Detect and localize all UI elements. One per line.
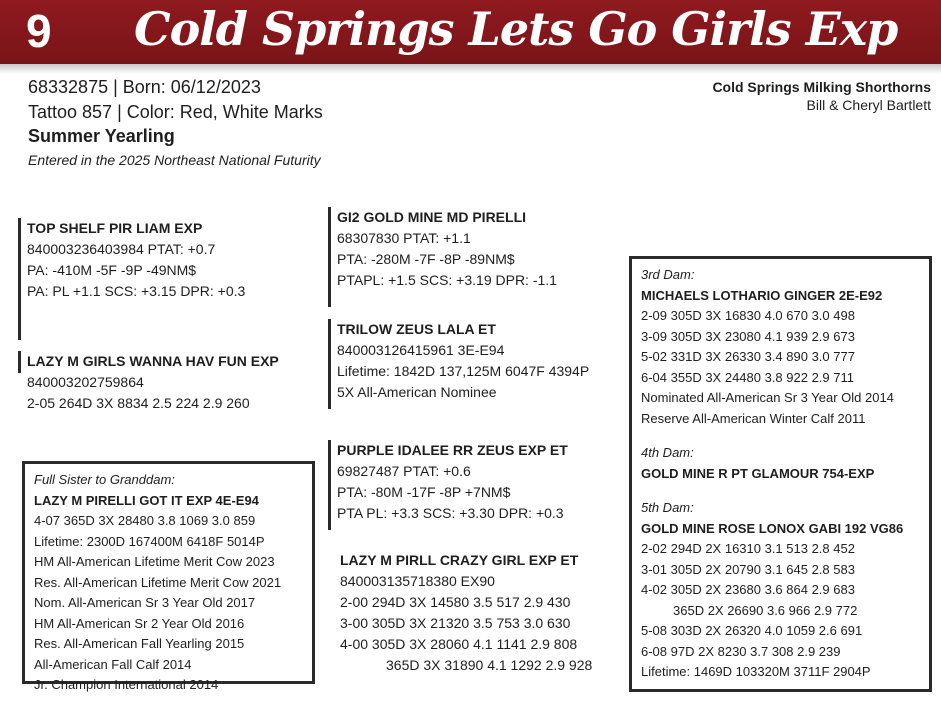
- third-dam-line: Nominated All-American Sr 3 Year Old 2014: [641, 390, 894, 405]
- fourth-dam-name: GOLD MINE R PT GLAMOUR 754-EXP: [641, 465, 875, 481]
- third-dam-line: 3-09 305D 3X 23080 4.1 939 2.9 673: [641, 328, 855, 344]
- third-dam-line: 5-02 331D 3X 26330 3.4 890 3.0 777: [641, 349, 855, 364]
- deep-pedigree-box: [629, 256, 932, 692]
- full-sister-line: Lifetime: 2300D 167400M 6418F 5014P: [34, 533, 265, 549]
- third-dam-name: MICHAELS LOTHARIO GINGER 2E-E92: [641, 287, 883, 303]
- class-label: Summer Yearling: [28, 126, 175, 146]
- dam-line: 840003202759864: [27, 374, 144, 390]
- full-sister-line: Nom. All-American Sr 3 Year Old 2017: [34, 595, 256, 610]
- sire-line: 68307830 PTAT: +1.1: [337, 230, 471, 246]
- granddam-block: [340, 550, 592, 676]
- animal-name-title: Cold Springs Lets Go Girls Exp: [134, 2, 898, 56]
- banner-shadow: [0, 64, 941, 74]
- full-sister-label: Full Sister to Granddam:: [34, 472, 175, 487]
- consignor-owners: Bill & Cheryl Bartlett: [806, 97, 931, 113]
- full-sister-line: HM All-American Lifetime Merit Cow 2023: [34, 554, 275, 569]
- granddam-line: 840003135718380 EX90: [340, 573, 495, 589]
- sire-dam-line: 5X All-American Nominee: [337, 384, 497, 400]
- sire-sire-line: 840003236403984 PTAT: +0.7: [27, 241, 216, 257]
- granddam-line: 2-00 294D 3X 14580 3.5 517 2.9 430: [340, 594, 571, 610]
- full-sister-line: Res. All-American Lifetime Merit Cow 2021: [34, 574, 282, 590]
- fifth-dam-name: GOLD MINE ROSE LONOX GABI 192 VG86: [641, 520, 904, 536]
- futurity-note: Entered in the 2025 Northeast National Futurity: [28, 152, 321, 168]
- consignor-farm: Cold Springs Milking Shorthorns: [712, 79, 931, 95]
- dam-sire-block: [328, 440, 568, 530]
- sire-sire-line: PA: PL +1.1 SCS: +3.15 DPR: +0.3: [27, 283, 246, 299]
- granddam-line: 3-00 305D 3X 21320 3.5 753 3.0 630: [340, 615, 571, 631]
- spacer: [641, 484, 929, 498]
- third-dam-line: 2-09 305D 3X 16830 4.0 670 3.0 498: [641, 308, 855, 323]
- fifth-dam-line: 6-08 97D 2X 8230 3.7 308 2.9 239: [641, 643, 841, 659]
- sire-name: GI2 GOLD MINE MD PIRELLI: [337, 209, 527, 225]
- third-dam-label: 3rd Dam:: [641, 267, 695, 282]
- sire-line: PTA: -280M -7F -8P -89NM$: [337, 251, 515, 267]
- fifth-dam-line: 5-08 303D 2X 26320 4.0 1059 2.6 691: [641, 623, 863, 638]
- fifth-dam-line-indented: 365D 2X 26690 3.6 966 2.9 772: [673, 602, 858, 618]
- sire-dam-name: TRILOW ZEUS LALA ET: [337, 321, 496, 337]
- tattoo-color-line: Tattoo 857 | Color: Red, White Marks: [28, 102, 323, 122]
- fifth-dam-line: 3-01 305D 2X 20790 3.1 645 2.8 583: [641, 561, 855, 577]
- dam-sire-line: PTA PL: +3.3 SCS: +3.30 DPR: +0.3: [337, 505, 564, 521]
- fourth-dam-label: 4th Dam:: [641, 445, 694, 460]
- granddam-name: LAZY M PIRLL CRAZY GIRL EXP ET: [340, 552, 579, 568]
- full-sister-line: Jr. Champion International 2014: [34, 677, 219, 692]
- dam-sire-line: PTA: -80M -17F -8P +7NM$: [337, 484, 511, 500]
- dam-block: [18, 351, 279, 411]
- full-sister-line: HM All-American Sr 2 Year Old 2016: [34, 615, 245, 631]
- sire-line: PTAPL: +1.5 SCS: +3.19 DPR: -1.1: [337, 272, 557, 288]
- full-sister-box: [22, 461, 315, 692]
- dam-sire-line: 69827487 PTAT: +0.6: [337, 463, 471, 479]
- sire-sire-line: PA: -410M -5F -9P -49NM$: [27, 262, 197, 278]
- full-sister-line: 4-07 365D 3X 28480 3.8 1069 3.0 859: [34, 513, 256, 528]
- full-sister-line: Res. All-American Fall Yearling 2015: [34, 636, 245, 651]
- dam-name: LAZY M GIRLS WANNA HAV FUN EXP: [27, 353, 279, 369]
- registration-line: 68332875 | Born: 06/12/2023: [28, 77, 261, 97]
- spacer: [641, 429, 929, 443]
- sire-dam-line: Lifetime: 1842D 137,125M 6047F 4394P: [337, 363, 590, 379]
- dam-line: 2-05 264D 3X 8834 2.5 224 2.9 260: [27, 395, 250, 411]
- sire-block: [328, 207, 557, 307]
- full-sister-name: LAZY M PIRELLI GOT IT EXP 4E-E94: [34, 492, 259, 508]
- sire-dam-line: 840003126415961 3E-E94: [337, 342, 505, 358]
- granddam-line: 4-00 305D 3X 28060 4.1 1141 2.9 808: [340, 636, 578, 652]
- third-dam-line: 6-04 355D 3X 24480 3.8 922 2.9 711: [641, 369, 854, 385]
- fifth-dam-line: 4-02 305D 2X 23680 3.6 864 2.9 683: [641, 582, 855, 597]
- granddam-line-indented: 365D 3X 31890 4.1 1292 2.9 928: [386, 657, 593, 673]
- fifth-dam-line: Lifetime: 1469D 103320M 3711F 2904P: [641, 664, 871, 679]
- full-sister-line: All-American Fall Calf 2014: [34, 656, 192, 672]
- lot-number: 9: [26, 5, 52, 57]
- sire-sire-name: TOP SHELF PIR LIAM EXP: [27, 220, 203, 236]
- sire-sire-block: [18, 218, 245, 340]
- fifth-dam-line: 2-02 294D 2X 16310 3.1 513 2.8 452: [641, 541, 855, 556]
- dam-sire-name: PURPLE IDALEE RR ZEUS EXP ET: [337, 442, 568, 458]
- fifth-dam-label: 5th Dam:: [641, 500, 694, 515]
- sire-dam-block: [328, 319, 589, 409]
- third-dam-line: Reserve All-American Winter Calf 2011: [641, 410, 866, 426]
